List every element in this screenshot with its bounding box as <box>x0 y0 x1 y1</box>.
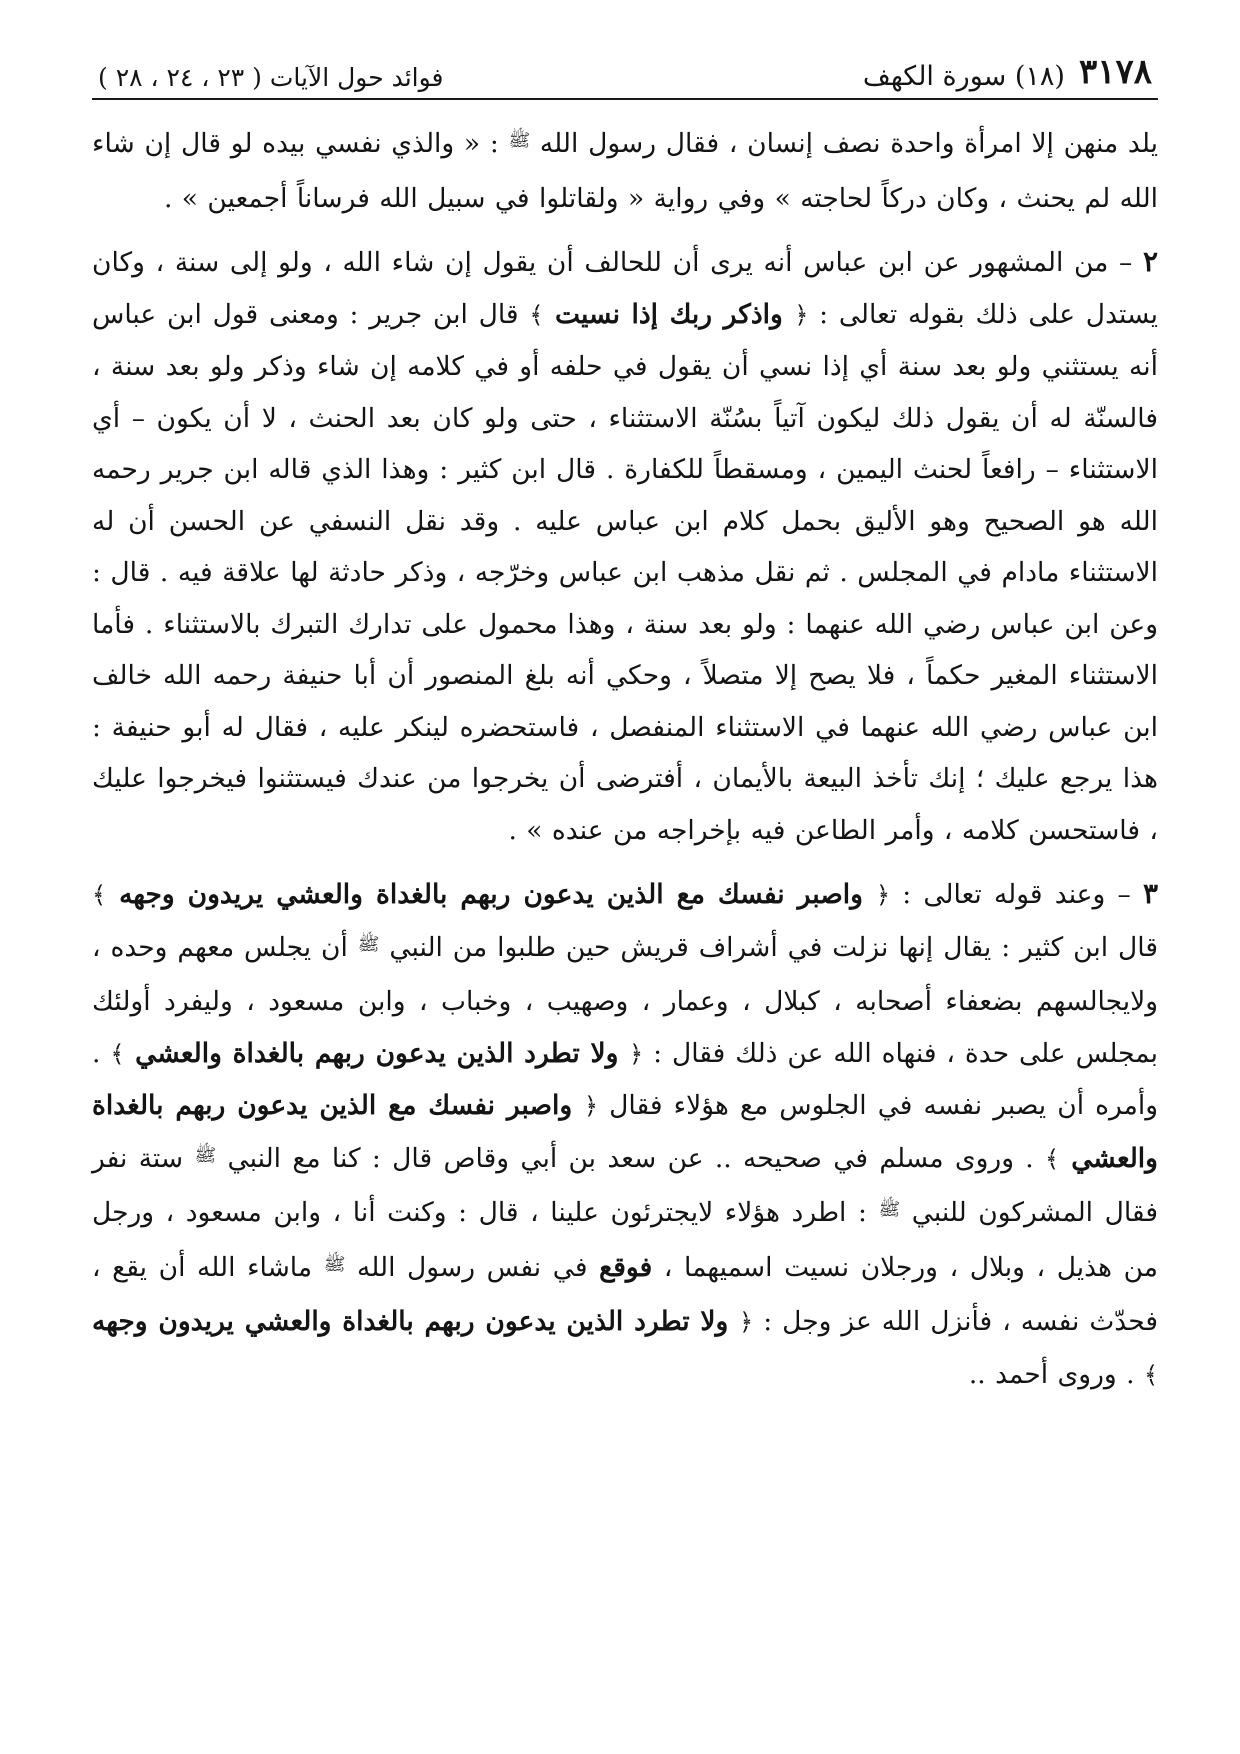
quran-verse: ولا تطرد الذين يدعون ربهم بالغداة والعشي يريدون وجهه <box>92 1306 740 1337</box>
text-segment: أن يجلس معهم وحده ، ولايجالسهم بضعفاء أصحابه ، كبلال ، وعمار ، وصهيب ، وخباب ، وابن مسعود ، وليفرد أولئك بمجلس على حدة ، فنهاه الله عن ذلك فقال : <box>92 931 1158 1069</box>
verse-ornament: ﴾ <box>529 300 544 329</box>
text-segment: – من المشهور عن ابن عباس أنه يرى أن للحالف أن يقول إن شاء الله ، ولو إلى سنة ، وكان يستدل على ذلك بقوله تعالى : <box>92 247 1158 330</box>
surah-title: (١٨) سورة الكهف <box>862 61 1065 92</box>
paragraph <box>92 118 1158 224</box>
text-segment: في نفس رسول الله <box>345 1251 600 1283</box>
text-segment: قال ابن جرير : ومعنى قول ابن عباس أنه يستثني ولو بعد سنة أي إذا نسي أن يقول في حلفه أو في كلامه إن شاء وذكر ولو بعد سنة ، فالسنّة له أن يقول ذلك ليكون آتياً بسُنّة الاستثناء ، حتى ولو كان بعد الحنث ، لا أن يكون – أي الاستثناء – رافعاً لحنث اليمين ، ومسقطاً للكفارة . قال ابن كثير : وهذا الذي قاله ابن جرير رحمه الله هو الصحيح وهو الأليق بحمل كلام ابن عباس عليه . وقد نقل النسفي عن الحسن أن له الاستثناء مادام في المجلس . ثم نقل مذهب ابن عباس وخرّجه ، وذكر حادثة لها علاقة فيه . قال : وعن ابن عباس رضي الله عنهما : ولو بعد سنة ، وهذا محمول على تدارك التبرك بالاستثناء . فأما الاستثناء المغير حكماً ، فلا يصح إلا متصلاً ، وحكي أنه بلغ المنصور أن أبا حنيفة رحمه الله خالف ابن عباس رضي الله عنهما في الاستثناء المنفصل ، فاستحضره لينكر عليه ، فقال له أبو حنيفة : هذا يرجع عليك ؛ إنك تأخذ البيعة بالأيمان ، أفترضى أن يخرجوا من عندك فيستثنوا فيخرجوا عليك ، فاستحسن كلامه ، وأمر الطاعن فيه بإخراجه من عنده » . <box>92 298 1158 846</box>
header-right <box>863 52 1152 92</box>
salawat-ligature: ﷺ <box>357 933 380 955</box>
text-segment: . وروى مسلم في صحيحه .. عن سعد بن أبي وقاص قال : كنا مع النبي <box>216 1142 1046 1174</box>
text-segment: يلد منهن إلا امرأة واحدة نصف إنسان ، فقال رسول الله <box>530 128 1158 159</box>
verse-ornament: ﴿ <box>584 1092 599 1120</box>
salawat-ligature: ﷺ <box>878 1199 901 1220</box>
running-header <box>92 52 1158 100</box>
verse-ornament: ﴾ <box>1143 1360 1158 1389</box>
page-number: ٣١٧٨ <box>1078 52 1152 92</box>
book-page <box>92 52 1158 1401</box>
quran-verse: ولا تطرد الذين يدعون ربهم بالغداة والعشي <box>124 1037 630 1069</box>
page-body <box>92 118 1158 1401</box>
verse-ornament: ﴿ <box>875 881 891 909</box>
text-segment: قال ابن كثير : يقال إنها نزلت في أشراف قريش حين طلبوا من النبي <box>379 931 1158 963</box>
paragraph <box>92 236 1158 856</box>
paragraph-number: ٣ <box>1142 877 1158 910</box>
text-segment: : اطرد هؤلاء لايجترئون علينا ، قال : وكنت أنا ، وابن مسعود ، ورجل من هذيل ، وبلال ، ورجلان نسيت اسميهما ، <box>92 1197 1158 1283</box>
salawat-ligature: ﷺ <box>508 130 531 151</box>
verse-ornament: ﴿ <box>739 1308 754 1336</box>
paragraph-number: ٢ <box>1142 245 1158 278</box>
quran-verse: واصبر نفسك مع الذين يدعون ربهم بالغداة والعشي يريدون وجهه <box>106 879 876 910</box>
text-segment: ماشاء الله أن يقع ، فحدّث نفسه ، فأنزل الله عز وجل : <box>92 1251 1158 1337</box>
text-segment: . وأمره أن يصبر نفسه في الجلوس مع هؤلاء فقال <box>92 1037 1158 1121</box>
text-segment: – وعند قوله تعالى : <box>890 879 1143 910</box>
text-segment: . وروى أحمد .. <box>968 1358 1144 1390</box>
text-segment: : « والذي نفسي بيده لو قال إن شاء الله لم يحنث ، وكان دركاً لحاجته » وفي رواية « ولقاتلوا في سبيل الله فرساناً أجمعين » . <box>92 128 1158 214</box>
verse-ornament: ﴾ <box>92 881 107 909</box>
verse-ornament: ﴿ <box>794 300 809 329</box>
salawat-ligature: ﷺ <box>194 1144 217 1166</box>
verse-ornament: ﴾ <box>110 1039 125 1068</box>
verse-ornament: ﴿ <box>629 1039 644 1068</box>
salawat-ligature: ﷺ <box>323 1253 346 1275</box>
quran-verse: واصبر نفسك مع الذين يدعون ربهم بالغداة والعشي <box>92 1090 1158 1174</box>
section-topic: فوائد حول الآيات ( ٢٣ ، ٢٤ ، ٢٨ ) <box>98 63 444 92</box>
quran-verse: واذكر ربك إذا نسيت <box>543 298 795 330</box>
quran-verse: فوقع <box>599 1251 653 1283</box>
verse-ornament: ﴾ <box>1045 1144 1060 1173</box>
text-segment: ستة نفر فقال المشركون للنبي <box>92 1142 1159 1228</box>
paragraph <box>92 868 1158 1401</box>
